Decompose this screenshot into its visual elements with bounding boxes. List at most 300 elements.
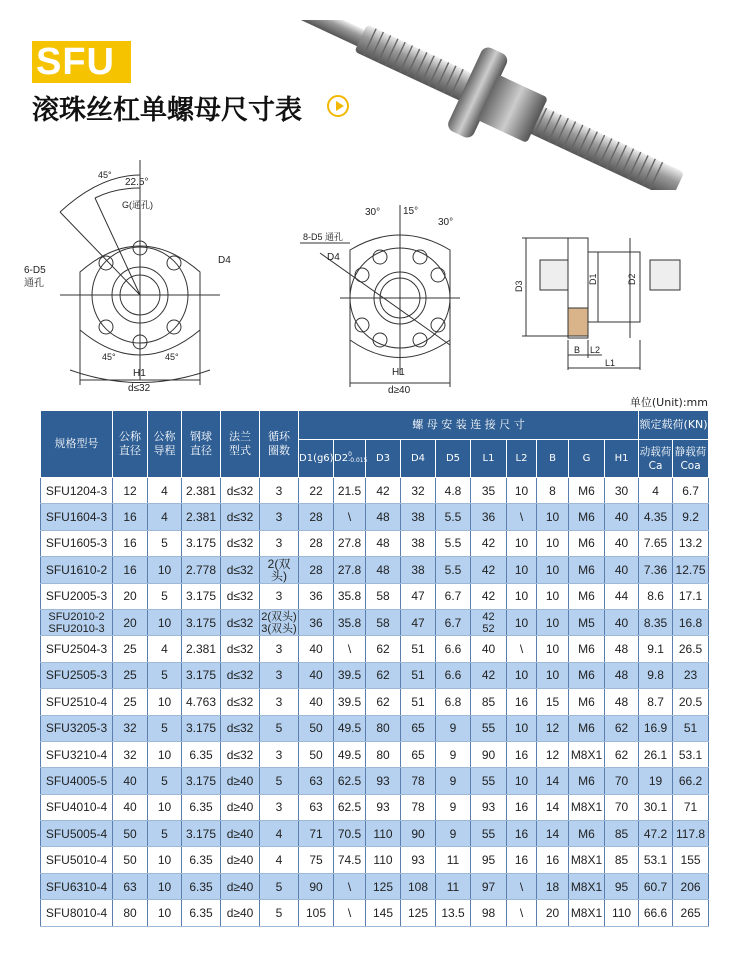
angle-label: 45° — [102, 352, 116, 362]
table-cell: 63 — [299, 794, 334, 820]
table-row — [41, 847, 709, 873]
table-cell: 9 — [436, 741, 471, 767]
table-cell: 10 — [148, 847, 182, 873]
table-row — [41, 741, 709, 767]
angle-label: 15° — [403, 206, 419, 217]
table-cell: 16.9 — [639, 715, 673, 741]
table-cell: 117.8 — [673, 821, 709, 847]
table-row — [41, 504, 709, 530]
table-cell: \ — [507, 636, 537, 662]
subheader-d1g6 — [299, 440, 334, 478]
table-cell: 16 — [537, 847, 569, 873]
table-cell: 10 — [148, 557, 182, 583]
table-cell: 71 — [299, 821, 334, 847]
table-cell: 16.8 — [673, 609, 709, 635]
table-cell: 25 — [113, 636, 148, 662]
table-cell: d≤32 — [221, 741, 260, 767]
subheader-coa: 静载荷 Coa — [673, 440, 709, 478]
g-label: G(通孔) — [122, 200, 153, 210]
table-cell: 80 — [366, 741, 401, 767]
table-cell: 10 — [537, 662, 569, 688]
table-cell: 6.6 — [436, 662, 471, 688]
table-cell: 12 — [113, 478, 148, 504]
table-cell: 265 — [673, 900, 709, 926]
table-cell: 7.36 — [639, 557, 673, 583]
table-cell: 32 — [113, 715, 148, 741]
table-cell: 10 — [507, 715, 537, 741]
table-cell: d≥40 — [221, 768, 260, 794]
table-cell: 10 — [148, 609, 182, 635]
table-cell: 55 — [471, 715, 507, 741]
through-label: 通孔 — [24, 278, 44, 289]
table-cell: 20.5 — [673, 689, 709, 715]
table-cell: 62 — [605, 741, 639, 767]
table-cell: 40 — [299, 662, 334, 688]
table-cell: 9 — [436, 768, 471, 794]
table-cell: 38 — [401, 530, 436, 556]
table-cell: M6 — [569, 768, 605, 794]
table-cell: 85 — [471, 689, 507, 715]
model-cell: SFU2505-3 — [41, 662, 113, 688]
table-cell: 27.8 — [334, 557, 366, 583]
table-cell: 26.1 — [639, 741, 673, 767]
table-cell: 16 — [507, 741, 537, 767]
table-cell: 10 — [507, 583, 537, 609]
table-cell: 97 — [471, 873, 507, 899]
table-cell: 13.2 — [673, 530, 709, 556]
model-cell: SFU3205-3 — [41, 715, 113, 741]
model-cell: SFU1605-3 — [41, 530, 113, 556]
table-cell: 48 — [605, 636, 639, 662]
table-cell: 10 — [507, 530, 537, 556]
table-cell: 14 — [537, 768, 569, 794]
subheader-d3 — [366, 440, 401, 478]
table-cell: 62.5 — [334, 794, 366, 820]
table-cell: 21.5 — [334, 478, 366, 504]
table-cell: 6.35 — [182, 873, 221, 899]
table-cell: d≤32 — [221, 583, 260, 609]
table-cell: 50 — [299, 715, 334, 741]
table-cell: M6 — [569, 715, 605, 741]
table-cell: M8X1 — [569, 741, 605, 767]
model-cell: SFU2504-3 — [41, 636, 113, 662]
table-cell: 16 — [113, 504, 148, 530]
table-cell: 78 — [401, 794, 436, 820]
table-cell: 3 — [260, 530, 299, 556]
table-cell: 105 — [299, 900, 334, 926]
table-cell: 51 — [673, 715, 709, 741]
table-cell: 3.175 — [182, 583, 221, 609]
table-cell: 71 — [673, 794, 709, 820]
table-cell: 62 — [605, 715, 639, 741]
table-cell: 36 — [471, 504, 507, 530]
table-cell: 110 — [366, 821, 401, 847]
table-cell: 9 — [436, 715, 471, 741]
table-cell: d≤32 — [221, 636, 260, 662]
header-flange: 法兰 型式 — [221, 411, 260, 478]
flange-diagram-small — [20, 160, 255, 395]
table-cell: \ — [507, 873, 537, 899]
d2-label: D2 — [627, 273, 637, 285]
subheader-b — [537, 440, 569, 478]
table-cell: 85 — [605, 821, 639, 847]
table-cell: M6 — [569, 821, 605, 847]
model-cell: SFU2010-2 SFU2010-3 — [41, 609, 113, 635]
table-cell: 40 — [299, 689, 334, 715]
table-cell: 15 — [537, 689, 569, 715]
table-row — [41, 636, 709, 662]
model-cell: SFU6310-4 — [41, 873, 113, 899]
subheader-label: L1 — [482, 452, 495, 464]
table-cell: 10 — [148, 900, 182, 926]
table-cell: d≤32 — [221, 530, 260, 556]
table-cell: 3 — [260, 794, 299, 820]
table-cell: d≥40 — [221, 821, 260, 847]
table-cell: 9 — [436, 794, 471, 820]
table-cell: \ — [334, 900, 366, 926]
table-cell: 5 — [148, 715, 182, 741]
table-cell: 39.5 — [334, 662, 366, 688]
subheader-g — [569, 440, 605, 478]
model-cell: SFU2005-3 — [41, 583, 113, 609]
table-cell: 6.7 — [436, 583, 471, 609]
table-cell: 32 — [113, 741, 148, 767]
table-cell: 4.8 — [436, 478, 471, 504]
table-cell: 38 — [401, 557, 436, 583]
table-cell: 70.5 — [334, 821, 366, 847]
subheader-d2 — [334, 440, 366, 478]
table-cell: 48 — [366, 530, 401, 556]
table-row — [41, 900, 709, 926]
table-cell: \ — [334, 873, 366, 899]
table-cell: 6.35 — [182, 794, 221, 820]
table-row — [41, 478, 709, 504]
table-cell: 36 — [299, 609, 334, 635]
table-cell: 3.175 — [182, 530, 221, 556]
table-cell: 4 — [639, 478, 673, 504]
table-cell: 10 — [537, 557, 569, 583]
subheader-label: G — [582, 452, 591, 464]
subheader-h1 — [605, 440, 639, 478]
table-cell: 8 — [537, 478, 569, 504]
table-cell: M6 — [569, 478, 605, 504]
table-cell: 70 — [605, 794, 639, 820]
nut-side-diagram — [510, 230, 710, 380]
subheader-label: D5 — [445, 452, 461, 464]
table-cell: 5.5 — [436, 504, 471, 530]
subheader-l2 — [507, 440, 537, 478]
table-cell: 6.7 — [436, 609, 471, 635]
table-cell: 11 — [436, 847, 471, 873]
subheader-ca: 动载荷 Ca — [639, 440, 673, 478]
table-cell: 6.6 — [436, 636, 471, 662]
table-row — [41, 794, 709, 820]
table-cell: 16 — [507, 847, 537, 873]
b-label: B — [574, 345, 581, 355]
table-cell: \ — [507, 504, 537, 530]
table-cell: 28 — [299, 504, 334, 530]
table-cell: 26.5 — [673, 636, 709, 662]
table-cell: 11 — [436, 873, 471, 899]
angle-label: 30° — [365, 207, 381, 218]
table-cell: 6.8 — [436, 689, 471, 715]
d3-label: D3 — [514, 280, 524, 292]
table-cell: 40 — [113, 794, 148, 820]
header-ball: 钢球 直径 — [182, 411, 221, 478]
angle-label: 30° — [438, 217, 454, 228]
product-badge: SFU — [32, 41, 131, 83]
table-cell: 12 — [537, 715, 569, 741]
table-cell: 62 — [366, 689, 401, 715]
table-cell: 10 — [507, 662, 537, 688]
table-cell: 110 — [366, 847, 401, 873]
page-title: 滚珠丝杠单螺母尺寸表 — [32, 95, 302, 126]
table-cell: 62 — [366, 662, 401, 688]
table-cell: 42 — [471, 530, 507, 556]
table-cell: 16 — [113, 557, 148, 583]
table-row — [41, 873, 709, 899]
subheader-l1 — [471, 440, 507, 478]
table-cell: 16 — [507, 689, 537, 715]
table-cell: 5.5 — [436, 530, 471, 556]
unit-label: 单位(Unit):mm — [629, 396, 708, 409]
table-row — [41, 662, 709, 688]
table-row — [41, 530, 709, 556]
table-cell: 65 — [401, 715, 436, 741]
table-cell: 2.381 — [182, 478, 221, 504]
table-cell: 25 — [113, 689, 148, 715]
ball-screw-photo — [285, 20, 705, 190]
table-cell: 42 52 — [471, 609, 507, 635]
table-cell: 12 — [537, 741, 569, 767]
table-cell: M6 — [569, 530, 605, 556]
table-row — [41, 557, 709, 583]
table-cell: 90 — [401, 821, 436, 847]
model-cell: SFU1204-3 — [41, 478, 113, 504]
table-cell: 51 — [401, 636, 436, 662]
table-cell: 42 — [471, 662, 507, 688]
table-cell: \ — [507, 900, 537, 926]
table-cell: 10 — [537, 636, 569, 662]
table-cell: 93 — [366, 768, 401, 794]
table-row — [41, 715, 709, 741]
table-cell: 7.65 — [639, 530, 673, 556]
table-cell: 85 — [605, 847, 639, 873]
table-cell: 70 — [605, 768, 639, 794]
table-cell: 40 — [605, 557, 639, 583]
table-row — [41, 689, 709, 715]
header-diameter: 公称 直径 — [113, 411, 148, 478]
table-cell: 93 — [471, 794, 507, 820]
table-cell: 4.763 — [182, 689, 221, 715]
table-cell: 60.7 — [639, 873, 673, 899]
table-cell: 3 — [260, 662, 299, 688]
table-cell: 47.2 — [639, 821, 673, 847]
table-cell: M6 — [569, 504, 605, 530]
table-cell: d≤32 — [221, 662, 260, 688]
table-cell: 51 — [401, 662, 436, 688]
table-cell: 48 — [366, 557, 401, 583]
table-cell: 17.1 — [673, 583, 709, 609]
table-cell: 47 — [401, 583, 436, 609]
table-cell: 6.35 — [182, 900, 221, 926]
table-cell: 108 — [401, 873, 436, 899]
table-cell: 3 — [260, 636, 299, 662]
table-cell: 98 — [471, 900, 507, 926]
table-cell: 10 — [537, 609, 569, 635]
table-cell: 40 — [113, 768, 148, 794]
table-cell: 75 — [299, 847, 334, 873]
table-cell: 13.5 — [436, 900, 471, 926]
table-cell: d≤32 — [221, 609, 260, 635]
table-cell: 28 — [299, 530, 334, 556]
table-cell: 35 — [471, 478, 507, 504]
table-cell: 3 — [260, 583, 299, 609]
table-cell: 4 — [148, 636, 182, 662]
header-load: 额定载荷(KN) — [639, 411, 709, 440]
table-cell: 125 — [401, 900, 436, 926]
table-cell: 90 — [299, 873, 334, 899]
header-circuits: 循环 圈数 — [260, 411, 299, 478]
table-row — [41, 583, 709, 609]
table-cell: 5 — [148, 768, 182, 794]
subheader-label: D1(g6) — [299, 452, 334, 464]
holes-label: 8-D5 通孔 — [303, 232, 344, 242]
table-cell: 3.175 — [182, 821, 221, 847]
table-cell: 48 — [366, 504, 401, 530]
angle-label: 45° — [165, 352, 179, 362]
table-cell: 10 — [537, 530, 569, 556]
table-cell: 4 — [148, 478, 182, 504]
table-cell: 58 — [366, 609, 401, 635]
model-cell: SFU4010-4 — [41, 794, 113, 820]
table-cell: 58 — [366, 583, 401, 609]
table-cell: d≤32 — [221, 689, 260, 715]
table-cell: 18 — [537, 873, 569, 899]
table-cell: M8X1 — [569, 900, 605, 926]
table-cell: 155 — [673, 847, 709, 873]
table-cell: 4 — [260, 821, 299, 847]
table-cell: 110 — [605, 900, 639, 926]
table-cell: 42 — [471, 583, 507, 609]
table-cell: d≥40 — [221, 847, 260, 873]
table-cell: 16 — [507, 821, 537, 847]
table-cell: 42 — [471, 557, 507, 583]
table-cell: 3.175 — [182, 662, 221, 688]
model-cell: SFU2510-4 — [41, 689, 113, 715]
table-cell: M6 — [569, 662, 605, 688]
table-cell: 8.7 — [639, 689, 673, 715]
table-cell: 80 — [113, 900, 148, 926]
table-cell: 90 — [471, 741, 507, 767]
table-cell: 95 — [471, 847, 507, 873]
subheader-label: H1 — [614, 452, 629, 464]
table-cell: 53.1 — [673, 741, 709, 767]
table-cell: 8.35 — [639, 609, 673, 635]
table-cell: 8.6 — [639, 583, 673, 609]
table-cell: 3.175 — [182, 715, 221, 741]
holes-label: 6-D5 — [24, 265, 46, 276]
table-cell: 30 — [605, 478, 639, 504]
table-cell: 4.35 — [639, 504, 673, 530]
table-cell: M6 — [569, 557, 605, 583]
table-cell: 55 — [471, 821, 507, 847]
table-cell: d≤32 — [221, 504, 260, 530]
table-cell: 5 — [148, 662, 182, 688]
table-cell: 47 — [401, 609, 436, 635]
table-cell: 28 — [299, 557, 334, 583]
table-cell: 10 — [537, 583, 569, 609]
subheader-label: D3 — [375, 452, 391, 464]
table-cell: 6.35 — [182, 741, 221, 767]
angle-label: 45° — [98, 170, 112, 180]
table-cell: 65 — [401, 741, 436, 767]
table-cell: 40 — [605, 609, 639, 635]
table-row — [41, 821, 709, 847]
subheader-label: L2 — [515, 452, 528, 464]
table-cell: 42 — [366, 478, 401, 504]
table-cell: M8X1 — [569, 873, 605, 899]
subheader-d4 — [401, 440, 436, 478]
table-cell: 10 — [148, 873, 182, 899]
table-cell: 5 — [260, 873, 299, 899]
model-cell: SFU5005-4 — [41, 821, 113, 847]
table-cell: 80 — [366, 715, 401, 741]
table-cell: 10 — [507, 478, 537, 504]
d4-label: D4 — [327, 252, 340, 263]
model-cell: SFU4005-5 — [41, 768, 113, 794]
table-row — [41, 768, 709, 794]
table-cell: M6 — [569, 583, 605, 609]
table-cell: \ — [334, 636, 366, 662]
table-cell: 74.5 — [334, 847, 366, 873]
table-cell: 125 — [366, 873, 401, 899]
table-cell: 32 — [401, 478, 436, 504]
table-cell: M8X1 — [569, 794, 605, 820]
table-cell: 3 — [260, 741, 299, 767]
model-cell: SFU8010-4 — [41, 900, 113, 926]
table-cell: 5 — [148, 821, 182, 847]
subheader-d5 — [436, 440, 471, 478]
table-cell: 2(双头) — [260, 557, 299, 583]
table-cell: 48 — [605, 662, 639, 688]
table-cell: 19 — [639, 768, 673, 794]
table-cell: 4 — [260, 847, 299, 873]
table-cell: 55 — [471, 768, 507, 794]
table-cell: 22 — [299, 478, 334, 504]
d4-label: D4 — [218, 255, 231, 266]
table-cell: 40 — [605, 530, 639, 556]
table-cell: 27.8 — [334, 530, 366, 556]
table-cell: d≥40 — [221, 873, 260, 899]
table-cell: 2.381 — [182, 504, 221, 530]
table-cell: 5.5 — [436, 557, 471, 583]
table-cell: 51 — [401, 689, 436, 715]
table-cell: 2.381 — [182, 636, 221, 662]
table-cell: 44 — [605, 583, 639, 609]
table-cell: 10 — [148, 794, 182, 820]
table-cell: 10 — [507, 557, 537, 583]
spec-table — [40, 410, 709, 927]
table-cell: 38 — [401, 504, 436, 530]
table-cell: 145 — [366, 900, 401, 926]
table-cell: 36 — [299, 583, 334, 609]
table-cell: 3 — [260, 689, 299, 715]
table-cell: 2.778 — [182, 557, 221, 583]
table-cell: 4 — [148, 504, 182, 530]
table-cell: 3.175 — [182, 609, 221, 635]
table-cell: 9 — [436, 821, 471, 847]
